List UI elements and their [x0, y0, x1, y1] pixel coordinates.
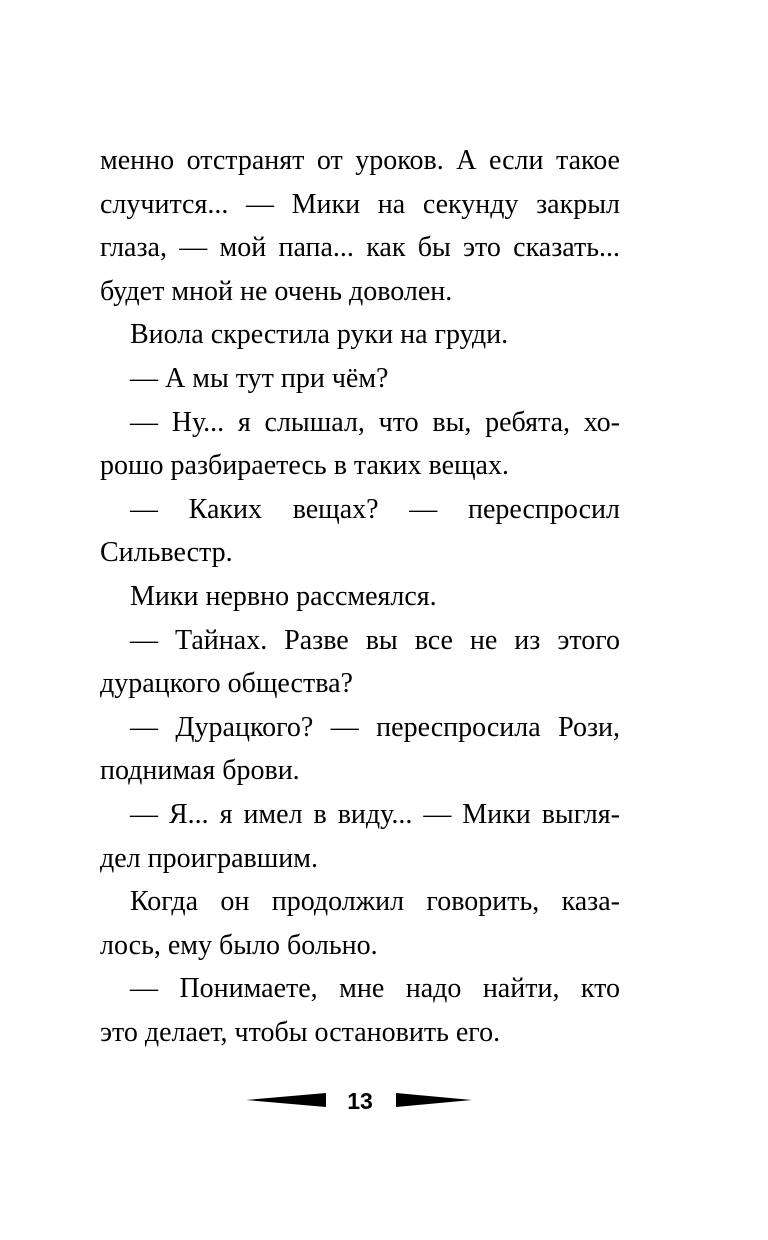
text-line: случится... — Мики на секунду закрыл — [100, 188, 620, 220]
text-line: — Я... я имел в виду... — Мики выгля- — [130, 798, 620, 830]
page-folio — [0, 1083, 768, 1119]
text-line: — А мы тут при чём? — [130, 362, 389, 394]
text-line: рошо разбираетесь в таких вещах. — [100, 450, 509, 482]
text-line: менно отстранят от уроков. А если такое — [100, 145, 620, 176]
text-line: глаза, — мой папа... как бы это сказать... — [100, 232, 620, 264]
text-line: Сильвестр. — [100, 537, 233, 569]
text-line: будет мной не очень доволен. — [100, 275, 453, 307]
body-text — [100, 139, 620, 1054]
text-line: — Каких вещах? — переспросил — [130, 493, 620, 525]
text-line: — Дурацкого? — переспросила Рози, — [130, 711, 620, 743]
page-number: 13 — [347, 1088, 373, 1114]
text-line: Когда он продолжил говорить, каза- — [130, 886, 620, 918]
text-line: — Ну... я слышал, что вы, ребята, хо- — [130, 406, 620, 438]
text-line: Виола скрестила руки на груди. — [130, 319, 509, 351]
text-line: поднимая брови. — [100, 755, 300, 787]
text-line: Мики нервно рассмеялся. — [130, 580, 437, 612]
text-line: это делает, чтобы остановить его. — [100, 1016, 501, 1048]
text-line: дурацкого общества? — [100, 668, 353, 700]
text-line: лось, ему было больно. — [100, 929, 378, 961]
text-line: — Тайнах. Разве вы все не из этого — [130, 624, 620, 656]
text-line: — Понимаете, мне надо найти, кто — [130, 973, 620, 1005]
text-line: дел проигравшим. — [100, 842, 319, 874]
folio-left-wedge — [246, 1093, 326, 1107]
folio-right-wedge — [396, 1093, 472, 1107]
